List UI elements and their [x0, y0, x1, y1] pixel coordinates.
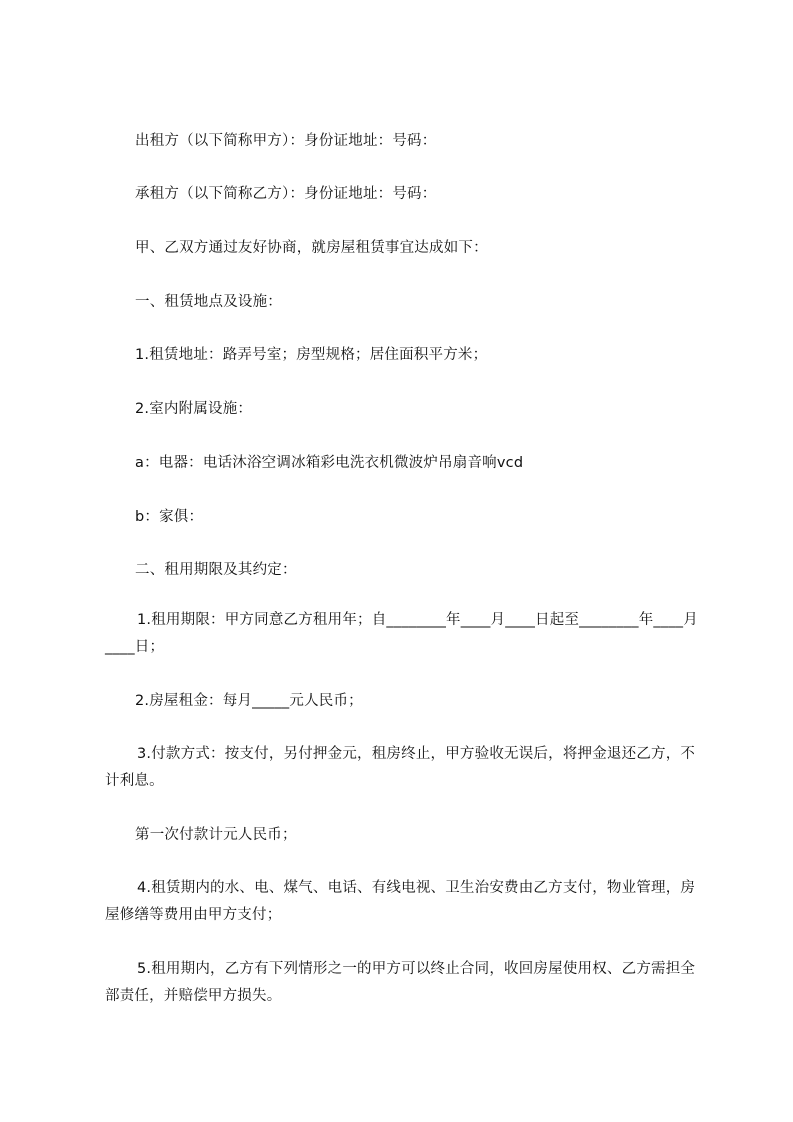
paragraph-furniture: b：家俱：: [135, 509, 204, 525]
paragraph-lessor: 出租方（以下简称甲方）：身份证地址：号码：: [135, 133, 437, 149]
paragraph-lease-term: 1.租用期限：甲方同意乙方租用年；自________年____月____日起至________年____月____日；: [105, 612, 698, 655]
paragraph-lessee: 承租方（以下简称乙方）：身份证地址：号码：: [135, 186, 437, 202]
paragraph-payment-method: 3.付款方式：按支付，另付押金元，租房终止，甲方验收无误后，将押金退还乙方，不计利息。: [105, 746, 696, 789]
paragraph-rent: 2.房屋租金：每月_____元人民币；: [135, 693, 363, 709]
paragraph-appliances: a：电器：电话沐浴空调冰箱彩电洗衣机微波炉吊扇音响vcd: [135, 455, 524, 471]
paragraph-first-payment: 第一次付款计元人民币；: [135, 827, 297, 843]
paragraph-rental-address: 1.租赁地址：路弄号室；房型规格；居住面积平方米；: [135, 347, 488, 363]
paragraph-facilities: 2.室内附属设施：: [135, 401, 253, 417]
paragraph-agreement-intro: 甲、乙双方通过友好协商，就房屋租赁事宜达成如下：: [135, 240, 488, 256]
paragraph-utilities: 4.租赁期内的水、电、煤气、电话、有线电视、卫生治安费由乙方支付，物业管理，房屋修缮等费用由甲方支付；: [105, 880, 696, 923]
paragraph-termination: 5.租用期内，乙方有下列情形之一的甲方可以终止合同，收回房屋使用权、乙方需担全部责任，并赔偿甲方损失。: [105, 961, 696, 1004]
section-heading-term: 二、租用期限及其约定：: [135, 562, 297, 578]
section-heading-location: 一、租赁地点及设施：: [135, 294, 282, 310]
